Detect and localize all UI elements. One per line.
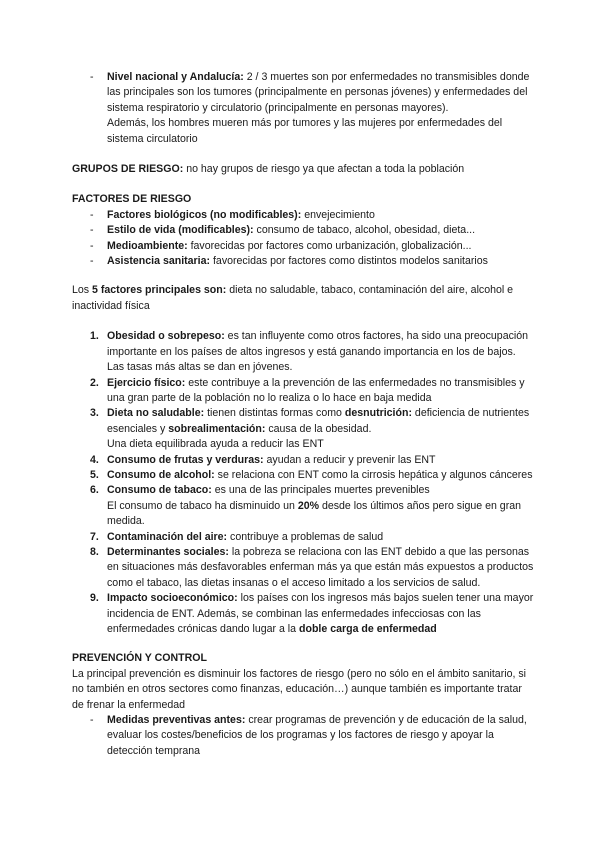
dash-marker: - (90, 255, 94, 268)
item-label: Dieta no saludable: (107, 407, 205, 420)
factor-label: Estilo de vida (modificables): (107, 224, 254, 237)
cinco-bold: 5 factores principales son: (92, 284, 227, 297)
numbered-item (72, 406, 534, 452)
numbered-item (72, 468, 534, 483)
cinco-pre: Los (72, 284, 93, 297)
item-text: este contribuye a la prevención de las enfermedades no transmisibles y una gran parte de la población no lo realiza o lo hace en baja medida (107, 376, 525, 404)
item-text: tienen distintas formas como (204, 407, 345, 420)
numbered-item (72, 376, 534, 407)
bullet-text: crear programas de prevención y de educación de la salud, evaluar los costes/beneficios de los programas y los factores de riesgo y apoyar la detección temprana (107, 714, 527, 757)
item-extra (107, 499, 534, 530)
numbered-item (72, 329, 534, 375)
factor-text: favorecidas por factores como urbanización, globalización... (187, 239, 472, 252)
factor-text: envejecimiento (301, 208, 375, 221)
factor-item (72, 223, 534, 238)
item-text: la pobreza se relaciona con las ENT debido a que las personas en situaciones más desfavorables enferman más ya que están más expuestos a productos como el tabaco, las dietas insanas o el acceso limitado a los servicios de salud. (107, 545, 534, 589)
item-bold: sobrealimentación: (168, 422, 266, 435)
item-number: 6. (90, 484, 99, 497)
dash-marker: - (90, 208, 94, 221)
item-number: 5. (90, 468, 99, 481)
factor-item (72, 208, 534, 223)
cinco-factores-paragraph (72, 283, 534, 314)
item-label: Ejercicio físico: (107, 376, 186, 389)
item-text: contribuye a problemas de salud (227, 530, 384, 543)
item-number: 2. (90, 376, 99, 389)
item-label: Consumo de alcohol: (107, 468, 215, 481)
numbered-item (72, 545, 534, 591)
bullet-label: Nivel nacional y Andalucía: (107, 71, 244, 83)
dash-marker: - (90, 714, 94, 727)
item-label: Obesidad o sobrepeso: (107, 330, 225, 343)
item-number: 7. (90, 530, 99, 543)
item-text: se relaciona con ENT como la cirrosis hepática y algunos cánceres (214, 468, 533, 481)
factor-item (72, 254, 534, 269)
item-label: Consumo de frutas y verduras: (107, 453, 264, 466)
bullet-extra: Además, los hombres mueren más por tumores y las mujeres por enfermedades del sistema circulatorio (107, 117, 503, 145)
item-text: es una de las principales muertes prevenibles (211, 484, 430, 497)
item-number: 8. (90, 545, 99, 558)
item-label: Contaminación del aire: (107, 530, 228, 543)
item-label: Impacto socioeconómico: (107, 592, 238, 605)
bullet-medidas (72, 713, 534, 759)
factores-heading: FACTORES DE RIESGO (72, 193, 192, 206)
grupos-label: GRUPOS DE RIESGO: (72, 163, 184, 176)
item-text: es tan influyente como otros factores, ha sido una preocupación importante en los países de altos ingresos y está ganando importancia en los de bajos. Las tasas más altas se dan en jóvenes. (107, 330, 529, 374)
numbered-item (72, 530, 534, 545)
item-text: ayudan a reducir y prevenir las ENT (263, 453, 436, 466)
item-extra-bold: 20% (297, 499, 320, 512)
dash-marker: - (90, 239, 94, 252)
factor-text: consumo de tabaco, alcohol, obesidad, dieta... (253, 224, 476, 237)
item-number: 4. (90, 453, 99, 466)
item-bold: doble carga de enfermedad (299, 623, 437, 635)
factor-label: Factores biológicos (no modificables): (107, 208, 302, 221)
numbered-item (72, 483, 534, 529)
bullet-text: 2 / 3 muertes son por enfermedades no transmisibles donde las principales son los tumores (principalmente en personas jóvenes) y enfermedades del sistema respiratorio y circulatorio (principalmente en personas mayores). (107, 71, 530, 114)
prevencion-heading: PREVENCIÓN Y CONTROL (72, 652, 207, 665)
factor-label: Asistencia sanitaria: (107, 255, 211, 268)
factor-item (72, 239, 534, 254)
item-text: deficiencia de nutrientes esenciales y (107, 407, 530, 435)
item-number: 9. (90, 592, 99, 605)
grupos-riesgo-paragraph (72, 162, 534, 177)
item-extra: Una dieta equilibrada ayuda a reducir las ENT (107, 438, 324, 451)
factor-text: favorecidas por factores como distintos modelos sanitarios (210, 255, 488, 268)
grupos-text: no hay grupos de riesgo ya que afectan a toda la población (183, 163, 465, 176)
item-number: 1. (90, 330, 99, 343)
factor-label: Medioambiente: (107, 239, 188, 252)
item-extra-text: desde los últimos años pero sigue en gran medida. (107, 499, 522, 528)
numbered-item (72, 453, 534, 468)
prevencion-paragraph: La principal prevención es disminuir los factores de riesgo (pero no sólo en el ámbito sanitario, si no también en otros sectores como finanzas, educación…) aunque también es importante tratar de frenar la enfermedad (72, 667, 527, 711)
bullet-label: Medidas preventivas antes: (107, 714, 246, 727)
item-bold: desnutrición: (344, 407, 412, 420)
item-text: causa de la obesidad. (265, 422, 372, 435)
document-page (72, 70, 534, 759)
cinco-text: dieta no saludable, tabaco, contaminación del aire, alcohol e inactividad física (72, 284, 514, 312)
item-extra-text: El consumo de tabaco ha disminuido un (107, 499, 298, 512)
dash-marker: - (90, 71, 94, 83)
item-number: 3. (90, 407, 99, 420)
dash-marker: - (90, 224, 94, 237)
bullet-nivel-nacional (72, 70, 534, 147)
item-label: Determinantes sociales: (107, 545, 229, 558)
item-text: los países con los ingresos más bajos suelen tener una mayor incidencia de ENT. Además, se combinan las enfermedades infecciosas con las enfermedades crónicas dando lugar a la (107, 592, 534, 635)
numbered-item (72, 591, 534, 637)
item-label: Consumo de tabaco: (107, 484, 212, 497)
